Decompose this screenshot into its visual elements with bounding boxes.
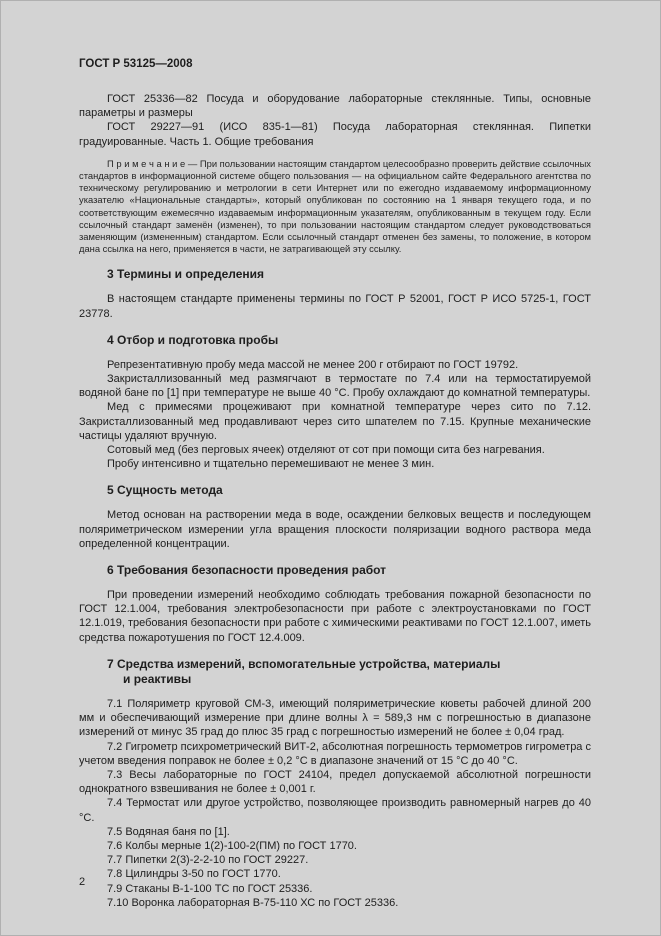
- section-heading-line2: и реактивы: [123, 671, 192, 686]
- section-heading-terms: 3 Термины и определения: [107, 267, 265, 282]
- running-header: ГОСТ Р 53125—2008: [79, 58, 193, 70]
- instrument-item-paragraph: 7.1 Поляриметр круговой СМ-3, имеющий поляриметрические кюветы рабочей длиной 200 мм и обеспечивающий измерение при длине волны λ = 589,3 нм с погрешностью в диапазоне измерений от минус 35 град до плюс 35 град с погрешностью измерений не более ± 0,04 град.: [79, 697, 591, 739]
- instrument-item-paragraph: 7.2 Гигрометр психрометрический ВИТ-2, абсолютная погрешность термометров гигрометра с учетом введения поправок не более ± 0,2 °С в диапазоне значений от 15 °С до 40 °С.: [79, 740, 591, 767]
- section-heading-method-essence: 5 Сущность метода: [107, 483, 223, 498]
- reference-standard-paragraph: ГОСТ 29227—91 (ИСО 835-1—81) Посуда лабораторная стеклянная. Пипетки градуированные. Часть 1. Общие требования: [79, 121, 591, 148]
- instrument-item-paragraph: 7.3 Весы лабораторные по ГОСТ 24104, предел допускаемой абсолютной погрешности однократного взвешивания не более ± 0,001 г.: [79, 768, 591, 796]
- section-heading-instruments: [79, 657, 591, 687]
- reference-standard-paragraph: ГОСТ 25336—82 Посуда и оборудование лабораторные стеклянные. Типы, основные параметры и размеры: [79, 93, 591, 120]
- note-block: П р и м е ч а н и е — При пользовании настоящим стандартом целесообразно проверить действие ссылочных стандартов в информационной системе общего пользования — на официальном сайте Федерального агентства по техническому регулированию и метрологии в сети Интернет или по ежегодно издаваемому информационному указателю «Национальные стандарты», который опубликован по состоянию на 1 января текущего года, и по соответствующим ежемесячно издаваемым информационным указателям, опубликованным в текущем году. Если ссылочный стандарт заменён (изменен), то при пользовании настоящим стандартом следует руководствоваться заменяющим (измененным) стандартом. Если ссылочный стандарт отменен без замены, то положение, в котором дана ссылка на него, применяется в части, не затрагивающей эту ссылку.: [79, 157, 591, 255]
- paragraph: Закристаллизованный мед размягчают в термостате по 7.4 или на термостатируемой водяной бане по [1] при температуре не выше 40 °С. Пробу охлаждают до комнатной температуры.: [79, 373, 591, 400]
- instrument-item-paragraph: 7.7 Пипетки 2(3)-2-2-10 по ГОСТ 29227.: [107, 854, 309, 867]
- section-heading-line1: 7 Средства измерений, вспомогательные устройства, материалы: [107, 656, 501, 671]
- paragraph: В настоящем стандарте применены термины по ГОСТ Р 52001, ГОСТ Р ИСО 5725-1, ГОСТ 23778.: [79, 293, 591, 320]
- paragraph: Метод основан на растворении меда в воде, осаждении белковых веществ и последующем поляриметрическом измерении угла вращения плоскости поляризации водного раствора меда определенной концентрации.: [79, 509, 591, 550]
- instrument-item-paragraph: 7.9 Стаканы В-1-100 ТС по ГОСТ 25336.: [107, 882, 313, 895]
- instrument-item-paragraph: 7.5 Водяная баня по [1].: [107, 825, 230, 838]
- instrument-item-paragraph: 7.6 Колбы мерные 1(2)-100-2(ПМ) по ГОСТ 1770.: [107, 839, 357, 852]
- page-number: 2: [79, 876, 86, 888]
- paragraph: Репрезентативную пробу меда массой не менее 200 г отбирают по ГОСТ 19792.: [107, 358, 519, 371]
- paragraph: Пробу интенсивно и тщательно перемешивают не менее 3 мин.: [107, 458, 435, 471]
- paragraph: При проведении измерений необходимо соблюдать требования пожарной безопасности по ГОСТ 12.1.004, требования электробезопасности при работе с электроустановками по ГОСТ 12.1.019, требования безопасности при работе с химическими реактивами по ГОСТ 12.1.007, иметь средства пожаротушения по ГОСТ 12.4.009.: [79, 589, 591, 644]
- section-heading-safety: 6 Требования безопасности проведения работ: [107, 563, 387, 578]
- paragraph: Сотовый мед (без перговых ячеек) отделяют от сот при помощи сита без нагревания.: [107, 444, 545, 457]
- instrument-item-paragraph: 7.4 Термостат или другое устройство, позволяющее производить равномерный нагрев до 40 °С.: [79, 797, 591, 824]
- instrument-item-paragraph: 7.8 Цилиндры 3-50 по ГОСТ 1770.: [107, 868, 281, 881]
- instrument-item-paragraph: 7.10 Воронка лабораторная В-75-110 ХС по ГОСТ 25336.: [107, 896, 399, 909]
- paragraph: Мед с примесями процеживают при комнатной температуре через сито по 7.12. Закристаллизованный мед продавливают через сито шпателем по 7.15. Крупные механические частицы удаляют вручную.: [79, 401, 591, 442]
- page-content: [79, 58, 591, 910]
- section-heading-sampling: 4 Отбор и подготовка пробы: [107, 332, 279, 347]
